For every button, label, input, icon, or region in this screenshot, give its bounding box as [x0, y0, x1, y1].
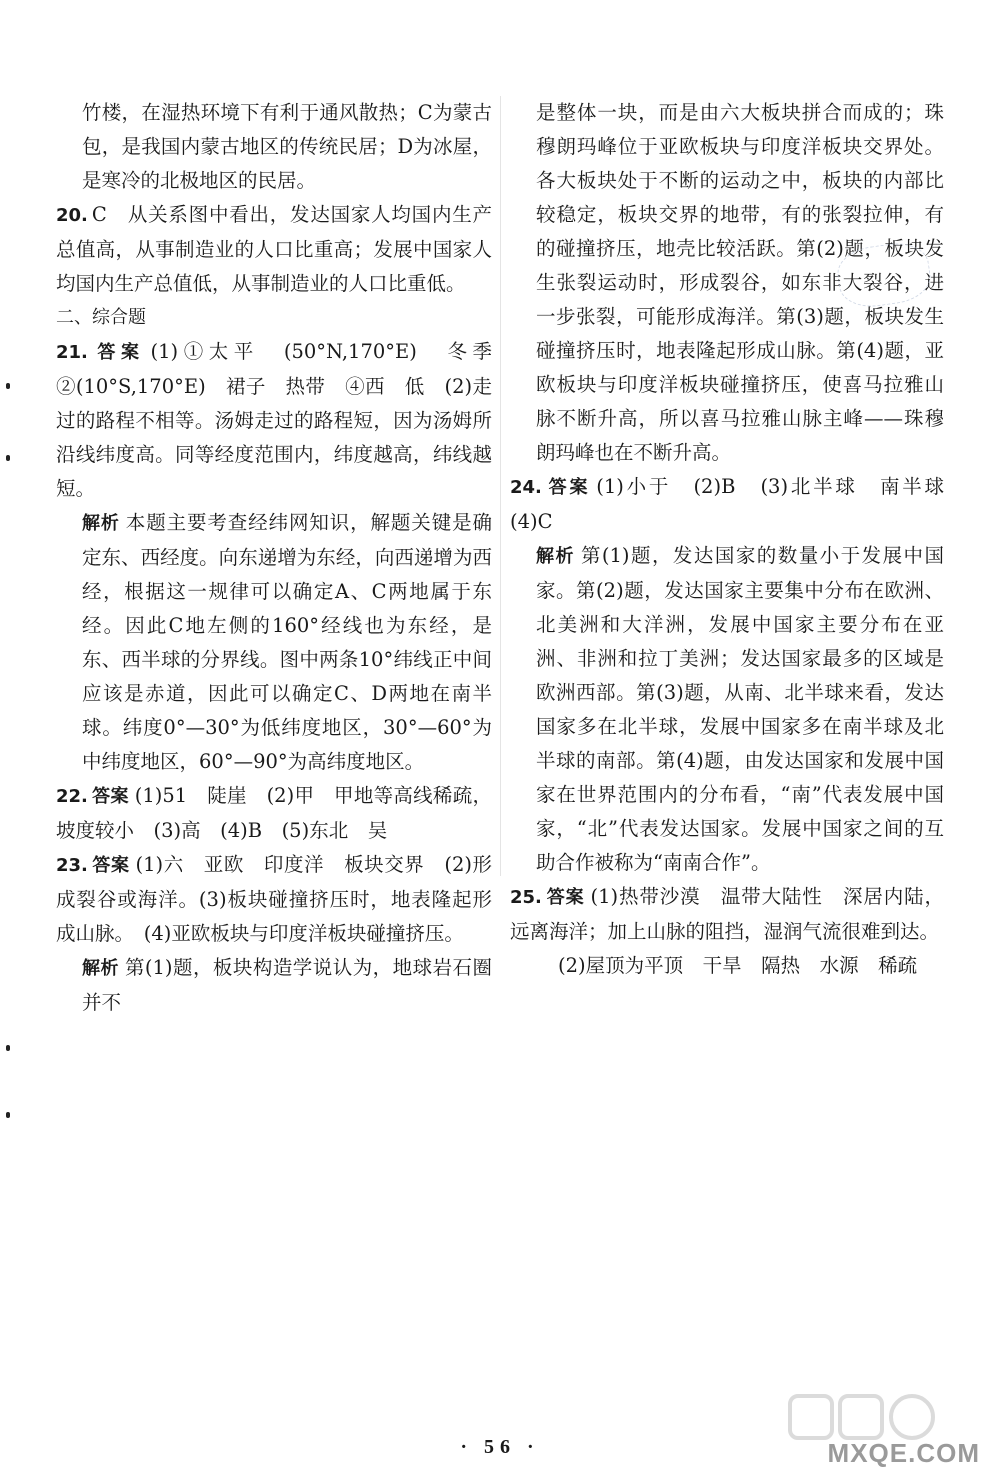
margin-mark [6, 383, 10, 389]
paragraph-text: 是整体一块，而是由六大板块拼合而成的；珠穆朗玛峰位于亚欧板块与印度洋板块交界处。各大板块处于不断的运动之中，板块的内部比较稳定，板块交界的地带，有的张裂拉伸，有的碰撞挤压，地壳比较活跃。第(2)题，板块发生张裂运动时，形成裂谷，如东非大裂谷，进一步张裂，可能形成海洋。第(3)题，板块发生碰撞挤压时，地表隆起形成山脉。第(4)题，亚欧板块与印度洋板块碰撞挤压，使喜马拉雅山脉不断升高，所以喜马拉雅山脉主峰——珠穆朗玛峰也在不断升高。 [536, 101, 944, 464]
paragraph-text: (1)小于 (2)B (3)北半球 南半球 (4)C [510, 475, 964, 533]
answer-keyword: 答案 [91, 342, 145, 363]
question-number: 22. [56, 786, 88, 807]
answer-keyword: 答案 [545, 477, 591, 498]
answer-keyword: 解析 [82, 958, 119, 979]
paragraph-text: 本题主要考查经纬网知识，解题关键是确定东、西经度。向东递增为东经，向西递增为西经，根据这一规律可以确定A、C两地属于东经。因此C地左侧的160°经线也为东经，是东、西半球的分界线。图中两条10°纬线正中间应该是赤道，因此可以确定C、D两地在南半球。纬度0°—30°为低纬度地区，30°—60°为中纬度地区，60°—90°为高纬度地区。 [82, 511, 492, 773]
paragraph [510, 949, 944, 983]
question-number: 25. [510, 887, 542, 908]
margin-mark [6, 1112, 10, 1118]
answer-keyword: 答案 [91, 855, 130, 876]
question-number: 23. [56, 855, 88, 876]
paragraph-text: (1)51 陡崖 (2)甲 甲地等高线稀疏，坡度较小 (3)高 (4)B (5)东北 吴 [56, 784, 492, 842]
question-item [56, 779, 492, 848]
paragraph-text: (2)屋顶为平顶 干旱 隔热 水源 稀疏 [558, 954, 918, 977]
question-number: 21. [56, 342, 88, 363]
page-number: · 56 · [460, 1436, 540, 1458]
paragraph-text: 竹楼，在湿热环境下有利于通风散热；C为蒙古包，是我国内蒙古地区的传统民居；D为冰屋，是寒冷的北极地区的民居。 [82, 101, 492, 192]
paragraph [56, 96, 492, 198]
question-item [510, 880, 944, 949]
right-column [510, 96, 964, 983]
section-heading [56, 301, 492, 335]
answer-keyword: 解析 [82, 513, 120, 534]
question-number: 24. [510, 477, 542, 498]
paragraph [56, 951, 492, 1020]
paragraph-text: (1)六 亚欧 印度洋 板块交界 (2)形成裂谷或海洋。(3)板块碰撞挤压时，地表隆起形成山脉。 (4)亚欧板块与印度洋板块碰撞挤压。 [56, 853, 492, 945]
answer-keyword: 答案 [545, 887, 585, 908]
left-column [56, 96, 512, 1020]
margin-mark [6, 1045, 10, 1051]
question-item [56, 198, 492, 301]
paragraph-text: (1)热带沙漠 温带大陆性 深居内陆，远离海洋；加上山脉的阻挡，湿润气流很难到达。 [510, 885, 945, 943]
watermark-text: MXQE.COM [827, 1438, 980, 1468]
paragraph [510, 539, 944, 880]
paragraph-text: (1)①太平 (50°N,170°E) 冬季 ②(10°S,170°E) 裙子 热带 ④西 低 (2)走过的路程不相等。汤姆走过的路程短，因为汤姆所沿线纬度高。同等经度范围内，纬度越高，纬线越短。 [56, 340, 512, 500]
paragraph-text: C 从关系图中看出，发达国家人均国内生产总值高，从事制造业的人口比重高；发展中国家人均国内生产总值低，从事制造业的人口比重低。 [56, 203, 492, 295]
question-item [56, 848, 492, 951]
paragraph-text: 第(1)题，发达国家的数量小于发展中国家。第(2)题，发达国家主要集中分布在欧洲、北美洲和大洋洲，发展中国家主要分布在亚洲、非洲和拉丁美洲；发达国家最多的区域是欧洲西部。第(3)题，从南、北半球来看，发达国家多在北半球，发展中国家多在南半球及北半球的南部。第(4)题，由发达国家和发展中国家在世界范围内的分布看，“南”代表发展中国家，“北”代表发达国家。发展中国家之间的互助合作被称为“南南合作”。 [536, 544, 945, 874]
answer-keyword: 解析 [536, 546, 575, 567]
question-item [510, 470, 964, 539]
paragraph-text: 二、综合题 [56, 307, 146, 328]
question-number: 20. [56, 205, 88, 226]
margin-mark [6, 455, 10, 461]
paragraph [56, 506, 492, 779]
column-divider [500, 96, 501, 876]
paragraph-text: 第(1)题，板块构造学说认为，地球岩石圈并不 [82, 956, 493, 1014]
answer-keyword: 答案 [91, 786, 129, 807]
question-item [56, 335, 512, 506]
